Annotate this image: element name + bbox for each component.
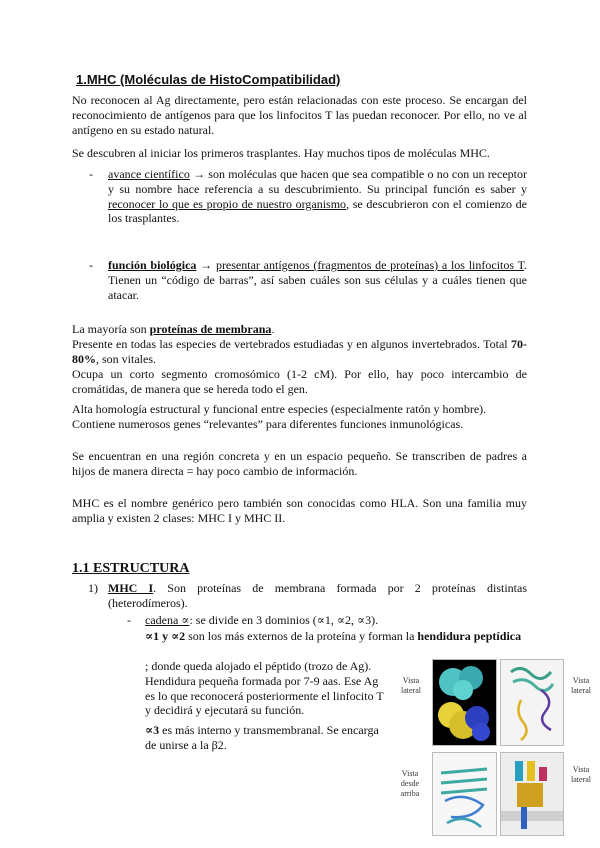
sub-dash: - <box>127 613 131 627</box>
figure-label-top-right: Vista lateral <box>571 676 591 695</box>
alpha12-head <box>145 629 527 659</box>
bullet-text-end: , se descubrieron con el comienzo de los trasplantes. <box>108 196 527 226</box>
chain-text: : se divide en 3 dominios (∝1, ∝2, ∝3). <box>189 613 379 627</box>
bullet-text: . Tienen un “código de barras”, así saben cuáles son sus células y a cuáles tienen que atacar. <box>108 258 528 302</box>
arrow: → <box>196 258 216 272</box>
presence-text: Presente en todas las especies de vertebrados estudiadas y en algunos invertebrados. Total <box>72 337 511 351</box>
alpha3-text: es más interno y transmembranal. Se encarga de unirse a la β2. <box>145 723 379 752</box>
figure-label-top-left: Vista lateral <box>401 676 421 695</box>
chain-line <box>145 613 527 628</box>
discovery-paragraph: Se descubren al iniciar los primeros trasplantes. Hay muchos tipos de moléculas MHC. <box>72 146 490 160</box>
arrow: → <box>189 167 209 181</box>
item-number: 1) <box>88 581 98 595</box>
membrane-proteins: proteínas de membrana <box>149 322 272 336</box>
presence-text-end: , son vitales. <box>96 351 156 366</box>
presence-paragraph <box>72 337 527 367</box>
intro-paragraph: No reconocen al Ag directamente, pero están relacionadas con este proceso. Se encargan del reconocimiento de antígenos para que los linfocitos T las puedan reconocer. Por ello, no ve al antígeno en su estado natural. <box>72 93 527 137</box>
presence-percent: 70-80% <box>72 337 527 366</box>
bullet-term: función biológica <box>108 258 197 272</box>
chain-label: cadena ∝ <box>145 613 190 627</box>
hla-paragraph: MHC es el nombre genérico pero también son conocidas como HLA. Son una familia muy amplia y existen 2 clases: MHC I y MHC II. <box>72 496 527 525</box>
majority-prefix: La mayoría son <box>72 322 150 336</box>
structure-image-membrane <box>500 752 564 836</box>
mhc1-text: . Son proteínas de membrana formada por 2 proteínas distintas (heterodímeros). <box>108 581 527 610</box>
majority-suffix: . <box>271 322 275 336</box>
section-title: 1.MHC (Moléculas de HistoCompatibilidad) <box>76 72 341 87</box>
majority-line <box>72 322 527 337</box>
alpha12-text: son los más externos de la proteína y forman la <box>185 629 418 643</box>
bullet-avance <box>108 167 527 226</box>
figure-label-bottom-left: Vista desde arriba <box>400 769 420 798</box>
structure-image-top-view <box>432 752 497 836</box>
bullet-term: avance científico <box>108 167 190 181</box>
mhc1-item <box>108 581 527 611</box>
structure-image-ribbon <box>500 659 564 746</box>
segment-paragraph: Ocupa un corto segmento cromosómico (1-2 cM). Por ello, hay poco intercambio de cromátidas, de manera que se hereda todo el gen. <box>72 367 527 396</box>
peptide-cleft: hendidura peptídica <box>417 629 522 643</box>
alpha12-paragraph: ; donde queda alojado el péptido (trozo de Ag). Hendidura pequeña formada por 7-9 aas. Ese Ag es lo que reconocerá posteriormente el linfocito T y decidirá y ejecutará su función. <box>145 659 384 718</box>
structure-image-spacefill <box>432 659 497 746</box>
homology-line: Alta homología estructural y funcional entre especies (especialmente ratón y hombre). <box>72 402 487 416</box>
alpha12-label: ∝1 y ∝2 <box>145 629 186 643</box>
region-paragraph: Se encuentran en una región concreta y en un espacio pequeño. Se transcriben de padres a hijos de manera directa = hay poco cambio de información. <box>72 449 527 478</box>
bullet-dash: - <box>89 167 93 181</box>
bullet-dash: - <box>89 258 93 272</box>
figure-label-bottom-right: Vista lateral <box>571 765 591 784</box>
alpha3-label: ∝3 <box>145 723 160 737</box>
bullet-underline: presentar antígenos (fragmentos de proteínas) a los linfocitos T <box>215 258 525 272</box>
bullet-underline: reconocer lo que es propio de nuestro organismo <box>108 196 347 211</box>
subsection-title: 1.1 ESTRUCTURA <box>72 561 190 576</box>
alpha3-paragraph <box>145 723 390 753</box>
mhc1-label: MHC I <box>108 581 154 595</box>
bullet-text: son moléculas que hacen que sea compatible o no con un receptor y su nombre hace referencia a su descubrimiento. Su principal función es saber y <box>108 167 527 196</box>
genes-line: Contiene numerosos genes “relevantes” para diferentes funciones inmunológicas. <box>72 417 464 431</box>
bullet-funcion <box>108 258 527 302</box>
